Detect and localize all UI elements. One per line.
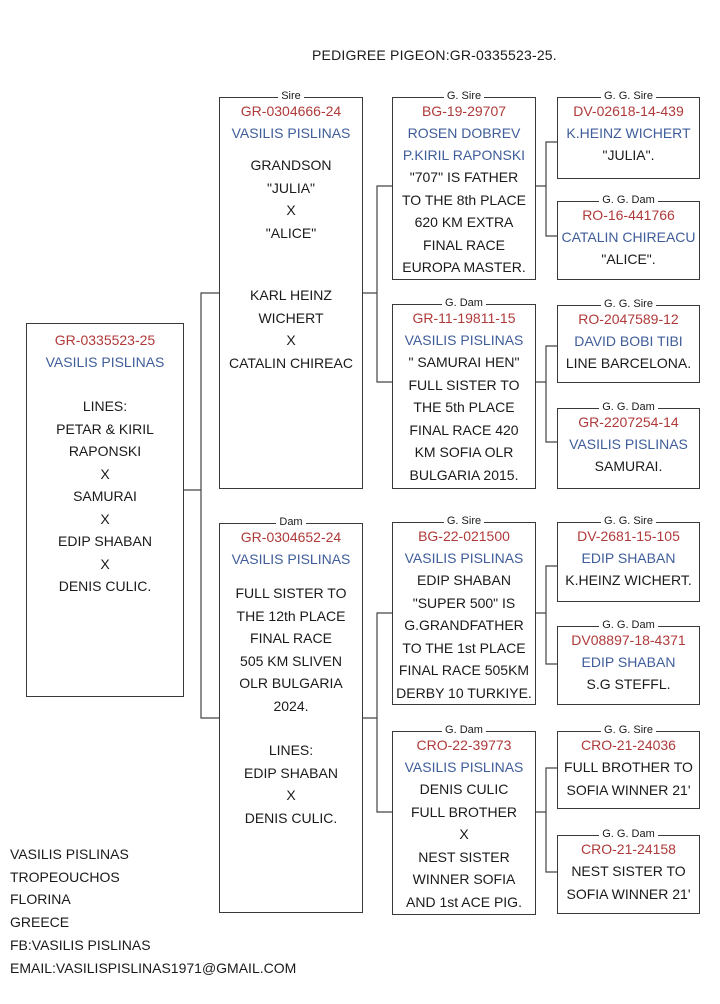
pedigree-notes: NEST SISTER TO SOFIA WINNER 21' [566, 863, 691, 902]
granddam-paternal-box [392, 297, 536, 489]
granddam-maternal-box [392, 724, 536, 915]
ring-number: RO-2047589-12 [578, 311, 679, 327]
owner-name: VASILIS PISLINAS [569, 436, 688, 452]
pedigree-notes: EDIP SHABAN "SUPER 500" IS G.GRANDFATHER TO THE 1st PLACE FINAL RACE 505KM DERBY 10 TURKIYE. [396, 572, 532, 701]
ring-number: DV08897-18-4371 [571, 632, 686, 648]
legend: G. Dam [393, 723, 535, 737]
ring-number: BG-22-021500 [418, 528, 510, 544]
great-granddam-4-box: G. G. Dam CRO-21-24158 NEST SISTER TO SOFIA WINNER 21' [557, 835, 700, 914]
legend: G. Sire [393, 89, 535, 103]
footer-city: FLORINA [10, 891, 71, 908]
ring-number: GR-0304652-24 [240, 529, 342, 545]
ring-number: BG-19-29707 [421, 103, 507, 119]
pedigree-notes: LINES: PETAR & KIRIL RAPONSKI X SAMURAI X EDIP SHABAN X DENIS CULIC. [56, 398, 154, 594]
pedigree-notes: SAMURAI. [594, 458, 663, 474]
great-grandsire-1-box: G. G. Sire DV-02618-14-439 K.HEINZ WICHERT "JULIA". [557, 97, 700, 179]
owner-name: EDIP SHABAN [581, 550, 676, 566]
owner-name: VASILIS PISLINAS [231, 551, 351, 567]
owner-name: EDIP SHABAN [581, 654, 676, 670]
pedigree-notes: K.HEINZ WICHERT. [565, 572, 692, 588]
great-granddam-3-box: G. G. Dam DV08897-18-4371 EDIP SHABAN S.G STEFFL. [557, 626, 700, 705]
owner-name: VASILIS PISLINAS [45, 354, 165, 370]
owner-name: VASILIS PISLINAS [231, 125, 351, 141]
great-grandsire-2-box: G. G. Sire RO-2047589-12 DAVID BOBI TIBI LINE BARCELONA. [557, 305, 700, 383]
dam-legend: Dam [220, 515, 362, 529]
great-grandsire-4-box: G. G. Sire CRO-21-24036 FULL BROTHER TO SOFIA WINNER 21' [557, 731, 700, 809]
pedigree-notes: "JULIA". [602, 147, 655, 163]
ring-number: GR-11-19811-15 [412, 310, 516, 326]
footer-facebook: FB:VASILIS PISLINAS [10, 936, 151, 953]
pedigree-notes: FULL SISTER TO THE 12th PLACE FINAL RACE 505 KM SLIVEN OLR BULGARIA 2024. LINES: EDIP SHABAN X DENIS CULIC. [235, 585, 347, 826]
owner-name: VASILIS PISLINAS [404, 332, 524, 348]
owner-name: DAVID BOBI TIBI [574, 333, 683, 349]
owner-name: K.HEINZ WICHERT [566, 125, 691, 141]
pedigree-notes: "ALICE". [601, 251, 656, 267]
footer-country: GREECE [10, 914, 70, 931]
owner-contact-info [10, 843, 296, 979]
pedigree-notes: LINE BARCELONA. [565, 355, 692, 371]
owner-name: CATALIN CHIREACU [561, 229, 696, 245]
ring-number: RO-16-441766 [582, 207, 675, 223]
great-granddam-2-box: G. G. Dam GR-2207254-14 VASILIS PISLINAS SAMURAI. [557, 408, 700, 489]
pedigree-notes: " SAMURAI HEN" FULL SISTER TO THE 5th PLACE FINAL RACE 420 KM SOFIA OLR BULGARIA 2015. [408, 354, 520, 483]
legend: G. Dam [393, 296, 535, 310]
pedigree-notes: "707" IS FATHER TO THE 8th PLACE 620 KM EXTRA FINAL RACE EUROPA MASTER. [402, 169, 526, 275]
main-pigeon-box [26, 323, 184, 697]
ring-number: DV-2681-15-105 [577, 528, 680, 544]
pedigree-notes: DENIS CULIC FULL BROTHER X NEST SISTER WINNER SOFIA AND 1st ACE PIG. [406, 781, 522, 910]
ring-number: GR-0335523-25 [54, 332, 156, 348]
great-grandsire-3-box: G. G. Sire DV-2681-15-105 EDIP SHABAN K.HEINZ WICHERT. [557, 522, 700, 602]
ring-number: DV-02618-14-439 [573, 103, 684, 119]
pedigree-notes: GRANDSON "JULIA" X "ALICE" KARL HEINZ WICHERT X CATALIN CHIREAC [229, 157, 353, 371]
ring-number: GR-0304666-24 [240, 103, 342, 119]
great-granddam-1-box: G. G. Dam RO-16-441766 CATALIN CHIREACU "ALICE". [557, 201, 700, 280]
ring-number: CRO-21-24158 [581, 841, 676, 857]
grandsire-paternal-box [392, 90, 536, 280]
page-title: PEDIGREE PIGEON:GR-0335523-25. [312, 47, 557, 63]
owner-name: VASILIS PISLINAS [404, 550, 524, 566]
footer-email: EMAIL:VASILISPISLINAS1971@GMAIL.COM [10, 959, 297, 976]
owner-name: VASILIS PISLINAS [404, 759, 524, 775]
grandsire-maternal-box [392, 515, 536, 705]
legend: G. Sire [393, 514, 535, 528]
footer-name: VASILIS PISLINAS [10, 846, 129, 862]
ring-number: CRO-21-24036 [581, 737, 676, 753]
pedigree-notes: FULL BROTHER TO SOFIA WINNER 21' [564, 759, 693, 798]
ring-number: CRO-22-39773 [416, 737, 512, 753]
footer-village: TROPEOUCHOS [10, 868, 120, 885]
sire-legend: Sire [220, 89, 362, 103]
owner-name: P.KIRIL RAPONSKI [402, 147, 526, 163]
sire-box [219, 90, 363, 489]
owner-name: ROSEN DOBREV [407, 125, 521, 141]
ring-number: GR-2207254-14 [578, 414, 679, 430]
pedigree-notes: S.G STEFFL. [586, 676, 671, 692]
